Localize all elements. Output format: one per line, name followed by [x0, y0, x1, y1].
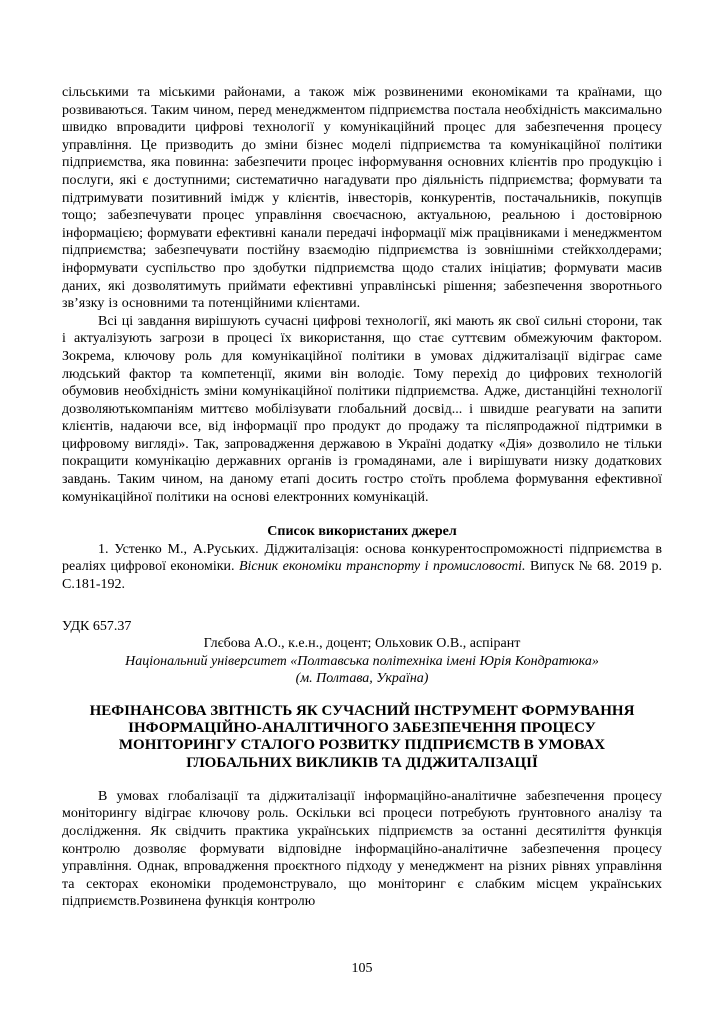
affiliation-line: Національний університет «Полтавська політехніка імені Юрія Кондратюка» — [125, 653, 599, 669]
authors-line: Глєбова А.О., к.е.н., доцент; Ольховик О.В., аспірант — [203, 636, 521, 652]
page-number: 105 — [351, 961, 373, 976]
paragraph-article-intro: В умовах глобалізації та діджиталізації інформаційно-аналітичне забезпечення процесу моніторингу відіграє ключову роль. Оскільки всі процеси потребують ґрунтовного аналізу та дослідження. Як свідчить практика українських підприємств за останні десятиліття функція контролю дозволяє формувати відповідне інформаційно-аналітичне забезпечення процесу управління. Однак, впровадження проєктного підходу у менеджмент на різних рівнях управління та секторах економіки продемонструвало, що моніторинг є слабким місцем українських підприємств.Розвинена функція контролю — [62, 788, 662, 910]
reference-item — [62, 541, 662, 594]
references-heading: Список використаних джерел — [267, 524, 457, 540]
article-title: НЕФІНАНСОВА ЗВІТНІСТЬ ЯК СУЧАСНИЙ ІНСТРУМЕНТ ФОРМУВАННЯ ІНФОРМАЦІЙНО-АНАЛІТИЧНОГО ЗАБЕЗПЕЧЕННЯ ПРОЦЕСУ МОНІТОРИНГУ СТАЛОГО РОЗВИТКУ ПІДПРИЄМСТВ В УМОВАХ ГЛОБАЛЬНИХ ВИКЛИКІВ ТА ДІДЖИТАЛІЗАЦІЇ — [89, 703, 635, 771]
reference-issue-info: Випуск № 68. 2019 р. С.181-192. — [62, 559, 662, 593]
reference-journal-title: Вісник економіки транспорту і промисловості. — [238, 559, 526, 575]
paragraph-continuation: сільськими та міськими районами, а також між розвиненими економіками та країнами, що розвиваються. Таким чином, перед менеджментом підприємства постала необхідність максимально швидко впровадити цифрові технології у комунікаційний процес для забезпечення процесу управління. Це призводить до зміни бізнес моделі підприємства та комунікаційної політики підприємства, яка повинна: забезпечити процес інформування основних клієнтів про продукцію і послуги, які є доступними; систематично нагадувати про діяльність підприємства; формувати та підтримувати позитивний імідж у клієнтів, інвесторів, конкурентів, постачальників, покупців тощо; забезпечувати процес управління своєчасною, актуальною, реальною і достовірною інформацією; формувати ефективні канали передачі інформації між працівниками і менеджментом підприємства; забезпечувати постійну взаємодію підприємства із зовнішніми стейкхолдерами; інформувати суспільство про здобутки підприємства щодо сталих ініціатив; формувати масив даних, які дозволятимуть приймати ефективні управлінські рішення; забезпечення зворотнього зв’язку із основними та потенційними клієнтами. — [62, 85, 662, 312]
page-content — [62, 84, 662, 911]
udc-code: УДК 657.37 — [62, 618, 132, 634]
affiliation-location: (м. Полтава, Україна) — [295, 671, 429, 687]
reference-text: 1. Устенко М., А.Руських. Діджиталізація: основа конкурентоспроможності підприємства в реаліях цифрової економіки. — [62, 541, 662, 575]
paragraph-digital-technologies: Всі ці завдання вирішують сучасні цифрові технології, які мають як свої сильні сторони, так і актуалізують загрози в процесі їх використання, що стає суттєвим обмежуючим фактором. Зокрема, ключову роль для комунікаційної політики в умовах діджиталізації відіграє саме людський фактор та компетенції, якими він володіє. Тому перехід до цифрових технологій обумовив необхідність зміни комунікаційної політики підприємства. Адже, дистанційні технології дозволяютькомпаніям миттєво мобілізувати глобальний досвід... і швидше реагувати на запити клієнтів, надаючи все, від інформації про продукт до продажу та післяпродажної підтримки в цифровому вигляді». Так, запровадження державою в Україні додатку «Дія» дозволило не тільки покращити комунікацію державних органів із громадянами, але і вирішувати низку додаткових завдань. Таким чином, на даному етапі досить гостро стоїть проблема формування ефективної комунікаційної політики на основі електронних комунікацій. — [62, 313, 662, 505]
